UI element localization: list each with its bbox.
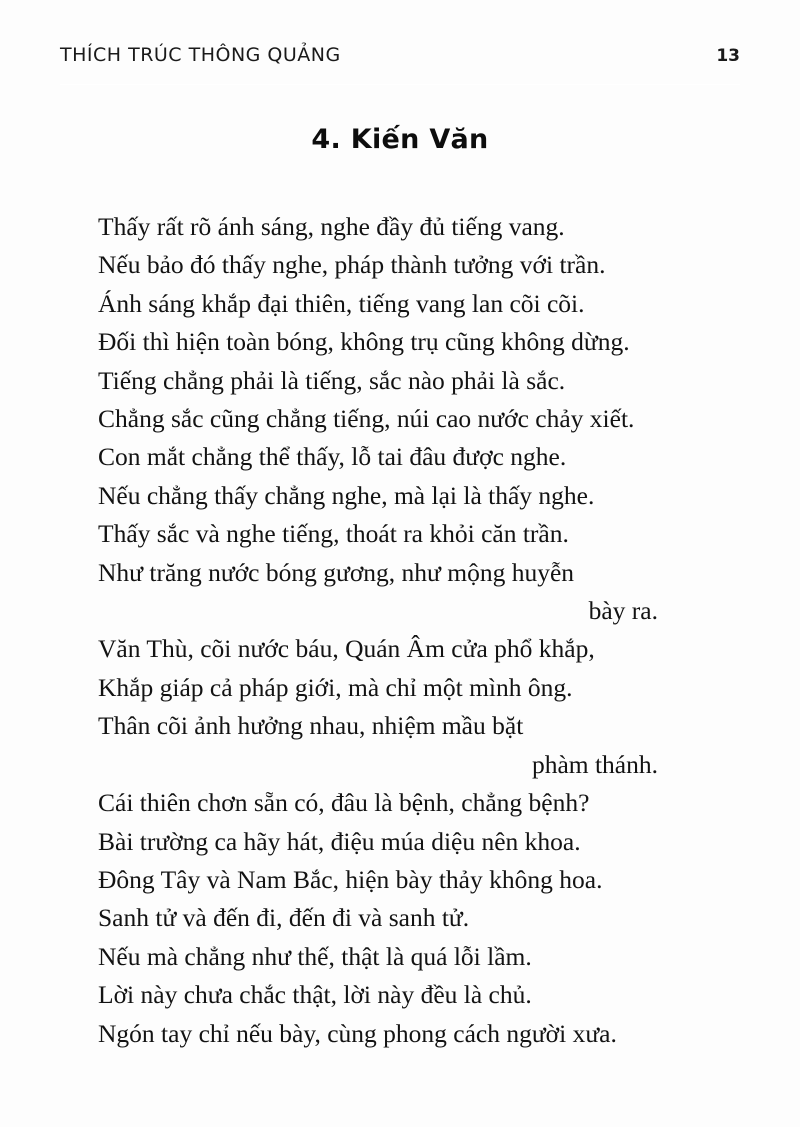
poem-line: Như trăng nước bóng gương, như mộng huyễn [98,557,575,587]
poem-line: Cái thiên chơn sẵn có, đâu là bệnh, chẳng bệnh? [98,788,590,818]
poem-line: Khắp giáp cả pháp giới, mà chỉ một mình ông. [98,672,573,702]
poem-line: Lời này chưa chắc thật, lời này đều là chủ. [98,980,532,1010]
poem-line: Nếu bảo đó thấy nghe, pháp thành tưởng với trần. [98,250,606,280]
poem-line: Bài trường ca hãy hát, điệu múa diệu nên khoa. [98,826,581,856]
poem-line: Chẳng sắc cũng chẳng tiếng, núi cao nước chảy xiết. [98,404,635,434]
poem-line: Tiếng chẳng phải là tiếng, sắc nào phải là sắc. [98,365,566,395]
poem-line: Thấy rất rõ ánh sáng, nghe đầy đủ tiếng vang. [98,212,565,241]
page-number: 13 [716,46,740,66]
poem-line: phàm thánh. [531,749,658,779]
running-header-title: THÍCH TRÚC THÔNG QUẢNG [60,44,341,66]
poem-line: Thấy sắc và nghe tiếng, thoát ra khỏi căn trần. [98,519,569,549]
poem-line: Nếu mà chẳng như thế, thật là quá lỗi lầm. [98,941,532,971]
poem-line: Nếu chẳng thấy chẳng nghe, mà lại là thấy nghe. [98,480,595,510]
header-divider [60,84,740,85]
poem-line: bày ra. [588,596,658,626]
poem-line: Thân cõi ảnh hưởng nhau, nhiệm mầu bặt [98,711,524,741]
poem-line: Đông Tây và Nam Bắc, hiện bày thảy không hoa. [98,864,603,894]
poem-line: Con mắt chẳng thể thấy, lỗ tai đâu được nghe. [98,442,567,472]
running-header [60,44,740,66]
section-title: 4. Kiến Văn [311,124,489,155]
poem-line: Ánh sáng khắp đại thiên, tiếng vang lan cõi cõi. [98,288,585,318]
poem-body [98,208,730,1053]
poem-line: Đối thì hiện toàn bóng, không trụ cũng không dừng. [98,327,630,357]
poem-line: Văn Thù, cõi nước báu, Quán Âm cửa phổ khắp, [98,634,595,664]
poem-line: Ngón tay chỉ nếu bày, cùng phong cách người xưa. [98,1018,617,1048]
poem-line: Sanh tử và đến đi, đến đi và sanh tử. [98,903,470,933]
